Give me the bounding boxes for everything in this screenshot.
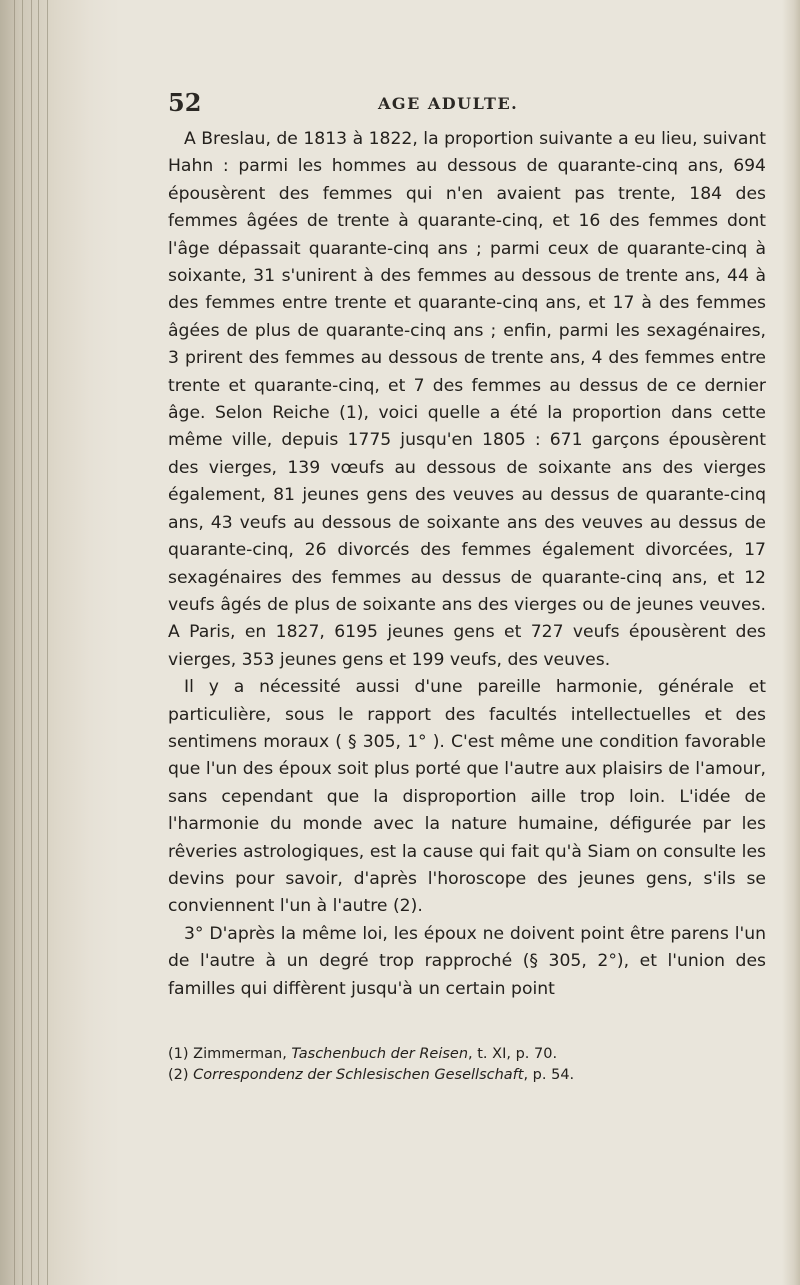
- footnote-mark: (1): [168, 1046, 189, 1062]
- footnote-rest: , p. 54.: [523, 1067, 575, 1083]
- gutter-line: [47, 0, 48, 1285]
- footnote: [168, 1065, 766, 1086]
- footnote-rest: , t. XI, p. 70.: [468, 1046, 558, 1062]
- footnote-mark: (2): [168, 1067, 189, 1083]
- footnotes: [168, 1044, 766, 1086]
- footnote-title: Correspondenz der Schlesischen Gesellschaft: [193, 1067, 524, 1083]
- footnote-author: Zimmerman,: [193, 1046, 287, 1062]
- running-head: AGE ADULTE.: [378, 94, 519, 113]
- binding-gutter: [0, 0, 120, 1285]
- gutter-line: [31, 0, 32, 1285]
- footnote-title: Taschenbuch der Reisen: [291, 1046, 469, 1062]
- gutter-line: [22, 0, 23, 1285]
- gutter-line: [38, 0, 39, 1285]
- paragraph: Il y a nécessité aussi d'une pareille harmonie, générale et particulière, sous le rapport des facultés intellectuelles et des sentimens moraux ( § 305, 1° ). C'est même une condition favorable que l'un des époux soit plus porté que l'autre aux plaisirs de l'amour, sans cependant que la disproportion aille trop loin. L'idée de l'harmonie du monde avec la nature humaine, défigurée par les rêveries astrologiques, est la cause qui fait qu'à Siam on consulte les devins pour savoir, d'après l'horoscope des jeunes gens, s'ils se conviennent l'un à l'autre (2).: [168, 677, 766, 917]
- gutter-line: [14, 0, 15, 1285]
- paragraph: A Breslau, de 1813 à 1822, la proportion suivante a eu lieu, suivant Hahn : parmi les hommes au dessous de quarante-cinq ans, 694 épousèrent des femmes qui n'en avaient pas trente, 184 des femmes âgées de trente à quarante-cinq, et 16 des femmes dont l'âge dépassait quarante-cinq ans ; parmi ceux de quarante-cinq à soixante, 31 s'unirent à des femmes au dessous de trente ans, 44 à des femmes entre trente et quarante-cinq ans, et 17 à des femmes âgées de plus de quarante-cinq ans ; enfin, parmi les sexagénaires, 3 prirent des femmes au dessous de trente ans, 4 des femmes entre trente et quarante-cinq, et 7 des femmes au dessus de ce dernier âge. Selon Reiche (1), voici quelle a été la proportion dans cette même ville, depuis 1775 jusqu'en 1805 : 671 garçons épousèrent des vierges, 139 vœufs au dessous de soixante ans des vierges également, 81 jeunes gens des veuves au dessus de quarante-cinq ans, 43 veufs au dessous de soixante ans des veuves au dessus de quarante-cinq, 26 divorcés des femmes également divorcées, 17 sexagénaires des femmes au dessus de quarante-cinq ans, et 12 veufs âgés de plus de soixante ans des vierges ou de jeunes veuves. A Paris, en 1827, 6195 jeunes gens et 727 veufs épousèrent des vierges, 353 jeunes gens et 199 veufs, des veuves.: [168, 129, 766, 670]
- body-text: [168, 126, 766, 1003]
- page-header: [168, 88, 688, 118]
- paragraph: 3° D'après la même loi, les époux ne doivent point être parens l'un de l'autre à un degré trop rapproché (§ 305, 2°), et l'union des familles qui diffèrent jusqu'à un certain point: [168, 923, 766, 999]
- footnote: [168, 1044, 766, 1065]
- page-edge: [782, 0, 800, 1285]
- page-number: 52: [168, 88, 202, 117]
